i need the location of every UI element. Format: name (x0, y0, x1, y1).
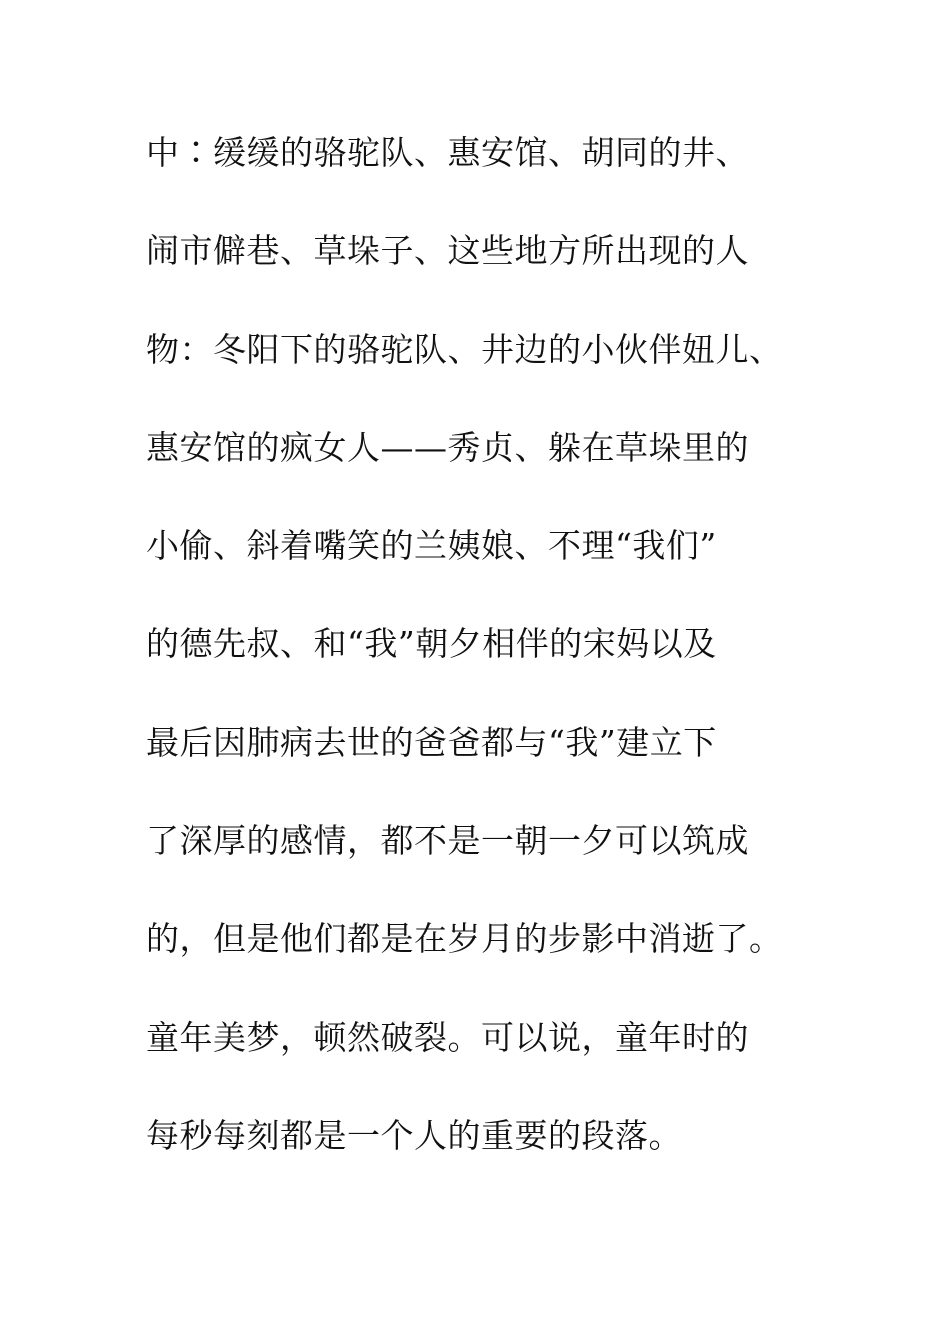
text-line: 物：冬阳下的骆驼队、井边的小伙伴妞儿、 (146, 329, 783, 369)
text-line: 闹市僻巷、草垛子、这些地方所出现的人 (146, 231, 749, 271)
text-line: 的德先叔、和“我”朝夕相伴的宋妈以及 (146, 624, 717, 664)
text-line: 的，但是他们都是在岁月的步影中消逝了。 (146, 919, 783, 959)
text-line: 每秒每刻都是一个人的重要的段落。 (146, 1115, 682, 1155)
text-line: 小偷、斜着嘴笑的兰姨娘、不理“我们” (146, 526, 717, 566)
body-paragraph (146, 126, 846, 1207)
text-line: 了深厚的感情，都不是一朝一夕可以筑成 (146, 821, 749, 861)
text-line: 中∶缓缓的骆驼队、惠安馆、胡同的井、 (146, 133, 749, 172)
text-line: 惠安馆的疯女人——秀贞、躲在草垛里的 (146, 427, 749, 467)
text-line: 最后因肺病去世的爸爸都与“我”建立下 (146, 722, 717, 762)
text-line: 童年美梦，顿然破裂。可以说，童年时的 (146, 1017, 749, 1057)
